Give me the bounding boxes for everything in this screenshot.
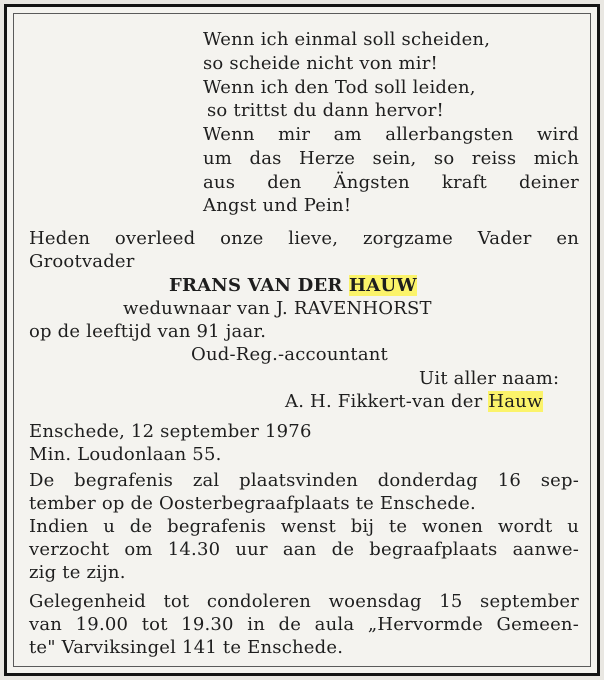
- condolence-line: van 19.00 tot 19.30 in de aula „Hervormde Gemeen-: [29, 614, 579, 635]
- poem-line: so trittst du dann hervor!: [207, 100, 444, 121]
- on-behalf-line: Uit aller naam:: [419, 368, 560, 389]
- name-text: FRANS VAN DER: [169, 275, 350, 296]
- signer-text: A. H. Fikkert-van der: [285, 391, 489, 412]
- funeral-line: zig te zijn.: [29, 562, 126, 583]
- poem-line: aus den Ängsten kraft deiner: [203, 172, 579, 193]
- funeral-line: Indien u de begrafenis wenst bij te wonen wordt u: [29, 516, 579, 537]
- profession-line: Oud-Reg.-accountant: [191, 344, 388, 365]
- intro-text: Grootvader: [29, 251, 135, 272]
- poem-line: Wenn ich den Tod soll leiden,: [203, 77, 476, 98]
- condolence-line: Gelegenheid tot condoleren woensdag 15 september: [29, 591, 579, 612]
- poem-line: so scheide nicht von mir!: [203, 53, 438, 74]
- poem-line: um das Herze sein, so reiss mich: [203, 148, 579, 169]
- funeral-line: De begrafenis zal plaatsvinden donderdag 16 sep-: [29, 470, 579, 491]
- age-line: op de leeftijd van 91 jaar.: [29, 321, 267, 342]
- intro-text: Heden overleed onze lieve, zorgzame Vader en: [29, 228, 579, 249]
- funeral-line: verzocht om 14.30 uur aan de begraafplaats aanwe-: [29, 539, 579, 560]
- signer-highlight: Hauw: [488, 391, 543, 412]
- address: Min. Loudonlaan 55.: [29, 444, 222, 465]
- widower-line: weduwnaar van J. RAVENHORST: [123, 298, 432, 319]
- poem-line: Angst und Pein!: [203, 195, 352, 216]
- condolence-line: te" Varviksingel 141 te Enschede.: [29, 637, 344, 658]
- funeral-line: tember op de Oosterbegraafplaats te Enschede.: [29, 493, 476, 514]
- obituary-notice: [4, 4, 600, 676]
- poem-line: Wenn mir am allerbangsten wird: [203, 124, 579, 145]
- signer-line: [285, 391, 543, 413]
- place-date: Enschede, 12 september 1976: [29, 421, 312, 442]
- deceased-name: [169, 275, 417, 297]
- poem-line: Wenn ich einmal soll scheiden,: [203, 29, 491, 50]
- name-highlight: HAUW: [349, 275, 417, 296]
